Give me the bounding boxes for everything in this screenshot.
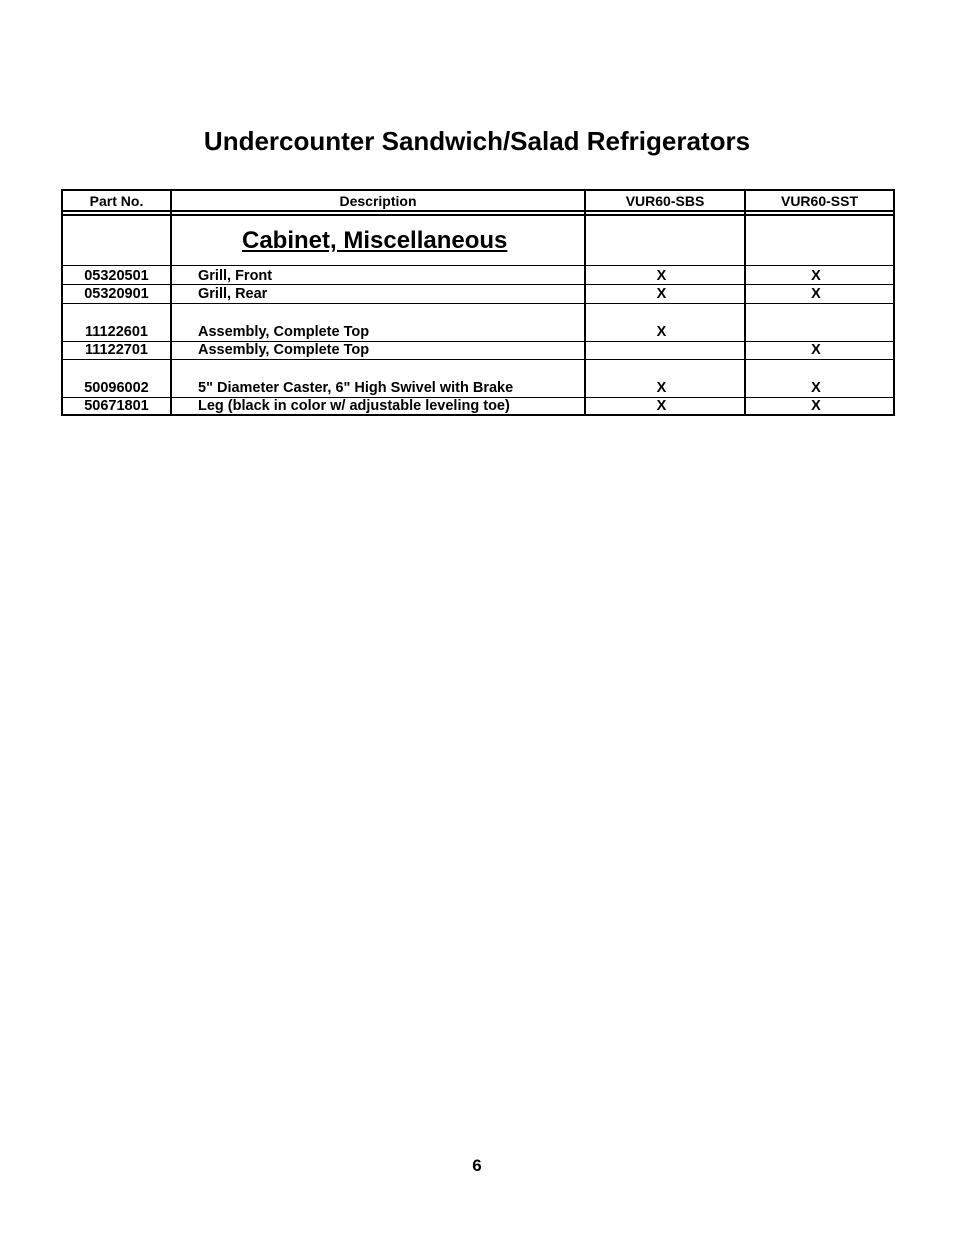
- sst-mark: X: [811, 268, 821, 284]
- header-description: Description: [339, 193, 417, 209]
- header-divider: [63, 210, 893, 212]
- part-number: 50671801: [84, 398, 149, 414]
- part-number: 05320901: [84, 286, 149, 302]
- row-divider: [63, 359, 893, 360]
- row-divider: [63, 303, 893, 304]
- part-description: 5" Diameter Caster, 6" High Swivel with Brake: [198, 380, 514, 396]
- part-number: 50096002: [84, 380, 149, 396]
- part-number: 11122601: [85, 324, 148, 340]
- row-divider: [63, 284, 893, 285]
- part-description: Leg (black in color w/ adjustable leveling toe): [198, 398, 510, 414]
- sst-mark: X: [811, 286, 821, 302]
- header-divider: [63, 214, 893, 216]
- header-vur60-sbs: VUR60-SBS: [625, 193, 705, 209]
- part-description: Grill, Rear: [198, 286, 268, 302]
- part-number: 05320501: [84, 268, 149, 284]
- part-description: Grill, Front: [198, 268, 273, 284]
- row-divider: [63, 265, 893, 266]
- page-title: Undercounter Sandwich/Salad Refrigerators: [203, 126, 751, 156]
- header-part-no: Part No.: [89, 193, 144, 209]
- section-heading: Cabinet, Miscellaneous: [242, 227, 508, 254]
- sbs-mark: X: [656, 380, 667, 396]
- part-number: 11122701: [85, 342, 148, 358]
- sbs-mark: X: [656, 268, 667, 284]
- sst-mark: X: [811, 398, 821, 414]
- parts-table: [61, 189, 895, 416]
- header-vur60-sst: VUR60-SST: [780, 193, 859, 209]
- part-description: Assembly, Complete Top: [198, 324, 370, 340]
- sst-mark: X: [811, 342, 821, 358]
- sbs-mark: X: [656, 324, 667, 340]
- sbs-mark: X: [656, 286, 667, 302]
- page-number: 6: [472, 1156, 482, 1175]
- sbs-mark: X: [656, 398, 667, 414]
- part-description: Assembly, Complete Top: [198, 342, 370, 358]
- sst-mark: X: [811, 380, 821, 396]
